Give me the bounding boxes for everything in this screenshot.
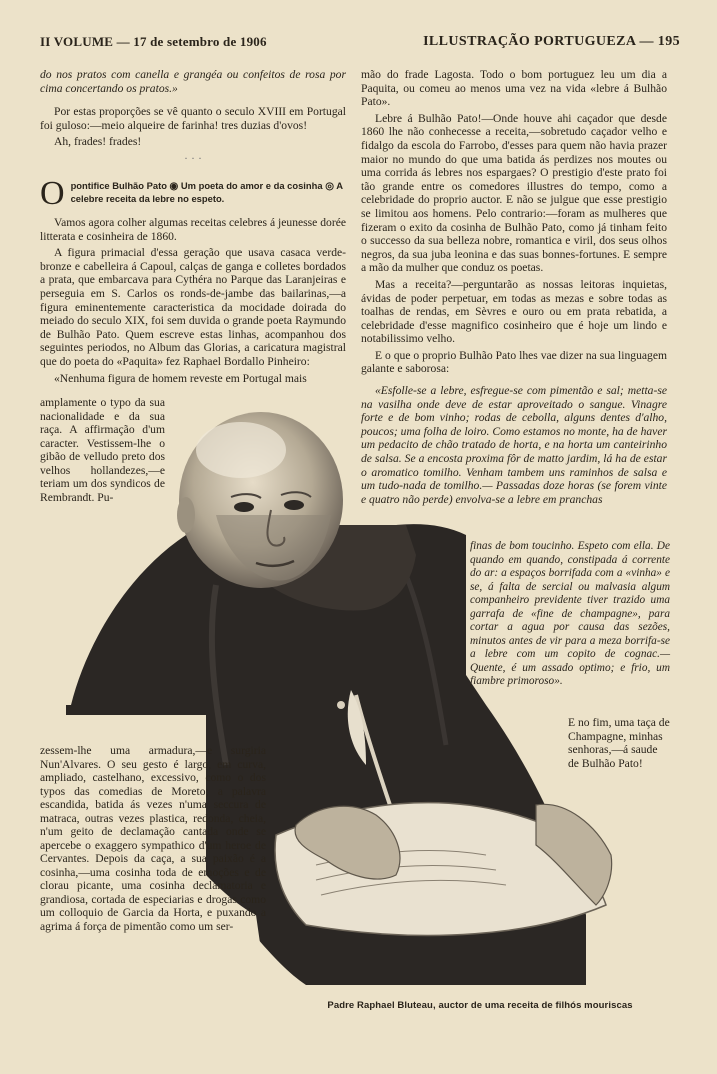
- paragraph: Mas a receita?—perguntarão as nossas leitoras inquietas, ávidas de poder perpetuar, em todas as mezas e sobre todas as toalhas de rendas, em Sèvres e ouro ou em prata rebatida, a celebridade d'esse magnifico cosinheiro que é hoje um lindo e notabilissimo velho.: [361, 277, 667, 346]
- paragraph: Lebre á Bulhão Pato!—Onde houve ahi caçador que desde 1860 lhe não conhecesse a receita,—sobretudo caçador velho e fidalgo da escola do Farrobo, d'esses para quem não havia prazer maior no mundo do que uma batida ás perdizes nos moutes ou uma corrida ás lebres nos espargaes? O prestigio d'este prato foi tão grande entre os comedores illustres do tempo, como a celebridade do proprio auctor. E não se julgue que esse prestigio se limitou aos homens. Pelo contrario:—foram as mulheres que fizeram o exito da cosinha de Bulhão Pato, como já tinham feito o successo da sua belleza nobre, romantica e viril, dos seus olhos negros, da sua juba leonina e das suas bonnes-fortunes. E sempre a mão da mulher que conduz os poetas.: [361, 111, 667, 275]
- heading-part: Um poeta do amor e da cosinha: [180, 179, 323, 191]
- section-heading: [40, 180, 346, 208]
- photo-caption: Padre Raphael Bluteau, auctor de uma receita de filhós mouriscas: [327, 1000, 633, 1011]
- intro-quote: do nos pratos com canella e grangéa ou confeitos de rosa por cima concertando os pratos.»: [40, 68, 346, 95]
- bullet-icon: ◉: [169, 180, 179, 192]
- paragraph: A figura primacial d'essa geração que usava casaca verde-bronze e cabelleira á Capoul, calças de ganga e colletes bordados a prata, que embarcava para Cythéra no Parque das Laranjeiras e perseguia em S. Carlos os ronds-de-jambe das bailarinas,—a figura eminentemente caracteristica da mocidade doirada do meiado do seculo XIX, foi sem duvida o grande poeta Raymundo de Bulhão Pato. Quem escreve estas linhas, acompanhou dos seguintes periodos, no Album das Glorias, a caricatura magistral que do poeta do «Paquita» fez Raphael Bordallo Pinheiro:: [40, 246, 346, 368]
- left-column: [40, 68, 346, 388]
- separator-dots: · · ·: [184, 150, 202, 165]
- heading-part: pontifice Bulhão Pato: [70, 179, 167, 191]
- drop-cap: O: [40, 179, 65, 208]
- recipe-quote: «Esfolle-se a lebre, esfregue-se com pimentão e sal; metta-se na vasilha onde deve de estar aproveitado o sangue. Vinagre forte e de bom vinho; rodas de cebolla, alguns dentes d'alho, poucos; uma folha de loiro. Como estamos no monte, ha de haver um pedacito de chão tratado de horta, e na horta um canteirinho de salsa. Se a encosta proxima fôr de matto jardim, lá ha de estar o aromatico tomilho. Venham tambem uns raminhos de salsa e um tudo-nada de tomilho.— Passadas doze horas (se forem vinte e quatro não perde) envolva-se a lebre em pranchas: [361, 384, 667, 506]
- paragraph: Por estas proporções se vê quanto o seculo XVIII em Portugal foi guloso:—meio alqueire de farinha! tres duzias d'ovos!: [40, 105, 346, 132]
- header-title-page: ILLUSTRAÇÃO PORTUGUEZA — 195: [423, 34, 680, 49]
- page-header: [40, 34, 680, 54]
- paragraph: Ah, frades! frades!: [54, 135, 142, 149]
- wrap-text-left-upper: amplamente o typo da sua nacionalidade e da sua raça. A affirmação d'um caracter. Vestissem-lhe o gibão de velludo preto dos velhos hollandezes,—e teriam um dos syndicos de Rembrandt. Pu-: [40, 396, 165, 504]
- heading-part: A celebre receita da lebre no espeto.: [70, 179, 343, 204]
- paragraph: Vamos agora colher algumas receitas celebres á jeunesse dorée litterata e cosinheira de 1860.: [40, 215, 346, 243]
- paragraph: «Nenhuma figura de homem reveste em Portugal mais: [54, 371, 307, 385]
- header-volume-date: II VOLUME — 17 de setembro de 1906: [40, 34, 267, 49]
- wrap-text-right: finas de bom toucinho. Espeto com ella. De quando em quando, constipada á corrente do ar: a espaços borrifada com a «vinha» e se, á falta de sercial ou malvasia algum companheiro previdente tiver trazido uma garrafa de «fine de champagne», para cortar a agua por causa das sezões, minutos antes de vir para a meza borrifa-se a lebre com um copito de cognac.— Quente, é um assado optimo; e frio, um fiambre primoroso».: [470, 540, 670, 687]
- wrap-text-right-lower: E no fim, uma taça de Champagne, minhas senhoras,—á saude de Bulhão Pato!: [568, 716, 670, 770]
- right-column: [361, 68, 667, 509]
- paragraph: mão do frade Lagosta. Todo o bom portuguez leu um dia a Paquita, ou comeu ao menos uma vez na vida «lebre á Bulhão Pato».: [361, 68, 667, 109]
- bullet-icon: ◎: [325, 180, 334, 192]
- wrap-text-left-lower: zessem-lhe uma armadura,—e surgiria Nun'Alvares. O seu gesto é largo, em curva, ampliado, castelhano, excessivo, como o dos typos das comedias de Moreto; a palavra escandida, batida ás vezes n'uma seccura de matraca, outras vezes plastica, redonda, cheia, n'um geito de declamação cantada onde se apercebe o exaggero sympathico d'um heroe de Cervantes. Depois da caça, a sua paixão é a cosinha,—uma cosinha toda de emoções e de clorau picante, uma cosinha declamatoria e grandiosa, cortada de especiarias e drogas como um colloquio de Garcia da Horta, e puxando a agrima á força de pimentão como um ser-: [40, 744, 266, 933]
- paragraph: E o que o proprio Bulhão Pato lhes vae dizer na sua linguagem galante e saborosa:: [361, 348, 667, 376]
